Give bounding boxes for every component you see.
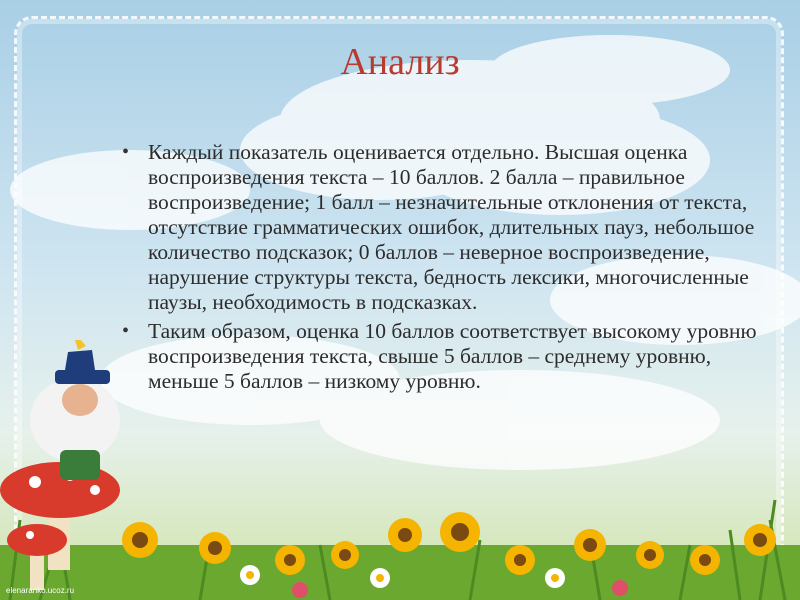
- bullet-text: Каждый показатель оценивается отдельно. Высшая оценка воспроизведения текста – 10 баллов. 2 балла – правильное воспроизведение; 1 балл – незначительные отклонения от текста, отсутствие грамматических ошибок, длительных пауз, небольшое количество подсказок; 0 баллов – неверное воспроизведение, нарушение структуры текста, бедность лексики, многочисленные паузы, необходимость в подсказках.: [148, 140, 755, 314]
- mushroom-icon: [0, 462, 120, 590]
- bullet-marker: •: [122, 141, 130, 163]
- bullet-item: [122, 319, 762, 394]
- bullet-marker: •: [122, 320, 130, 342]
- credit-watermark: elenaranko.ucoz.ru: [6, 586, 75, 595]
- bullet-text: Таким образом, оценка 10 баллов соответствует высокому уровню воспроизведения текста, свыше 5 баллов – среднему уровню, меньше 5 баллов – низкому уровню.: [148, 319, 757, 393]
- slide-title: Анализ: [340, 41, 460, 83]
- bullet-item: [122, 140, 762, 315]
- bullet-list: [122, 140, 762, 398]
